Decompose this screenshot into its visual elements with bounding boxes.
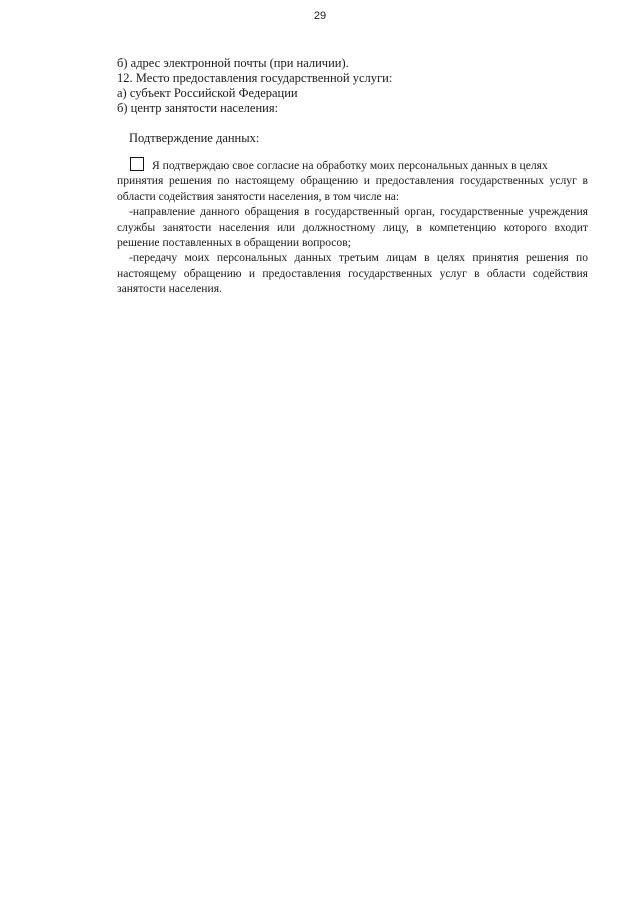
page-number: 29 xyxy=(313,10,327,22)
email-line: б) адрес электронной почты (при наличии). xyxy=(117,56,349,70)
center-line: б) центр занятости населения: xyxy=(117,101,279,115)
consent-item-transfer: -передачу моих персональных данных третьим лицам в целях принятия решения по настоящему обращению и предоставления государственных услуг в области содействия занятости населения. xyxy=(117,251,588,296)
subject-line: а) субъект Российской Федерации xyxy=(117,86,298,100)
consent-item-direction: -направление данного обращения в государственный орган, государственные учреждения службы занятости населения или должностному лицу, в компетенцию которого входит решение поставленных в обращении вопросов; xyxy=(117,205,588,250)
consent-checkbox[interactable] xyxy=(130,157,144,171)
consent-text: принятия решения по настоящему обращению и предоставления государственных услуг в области содействия занятости населения, в том числе на: xyxy=(117,174,588,203)
place-heading: 12. Место предоставления государственной услуги: xyxy=(117,71,393,85)
consent-first-line: Я подтверждаю свое согласие на обработку моих персональных данных в целях xyxy=(152,159,548,172)
confirmation-heading: Подтверждение данных: xyxy=(129,131,260,145)
